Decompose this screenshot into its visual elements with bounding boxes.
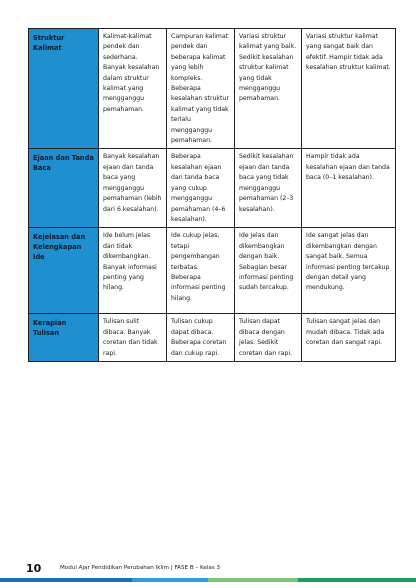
level-cell: Tulisan sangat jelas dan mudah dibaca. Tidak ada coretan dan sangat rapi. bbox=[302, 314, 396, 362]
level-cell: Tulisan cukup dapat dibaca. Beberapa coretan dan cukup rapi. bbox=[167, 314, 235, 362]
level-cell: Beberapa kesalahan ejaan dan tanda baca yang cukup mengganggu pemahaman (4–6 kesalahan). bbox=[167, 149, 235, 228]
assessment-rubric-table bbox=[28, 28, 396, 362]
level-cell: Banyak kesalahan ejaan dan tanda baca yang mengganggu pemahaman (lebih dari 6 kesalahan). bbox=[99, 149, 167, 228]
level-cell: Tulisan dapat dibaca dengan jelas. Sedikit coretan dan rapi. bbox=[235, 314, 302, 362]
footer-bar bbox=[208, 578, 298, 582]
criterion-cell: Kerapian Tulisan bbox=[29, 314, 99, 362]
criterion-cell: Ejaan dan Tanda Baca bbox=[29, 149, 99, 228]
footer-title: Modul Ajar Pendidikan Perubahan Iklim | FASE B – Kelas 3 bbox=[60, 565, 221, 571]
rubric-row bbox=[29, 29, 396, 149]
level-cell: Variasi struktur kalimat yang sangat baik dan efektif. Hampir tidak ada kesalahan struktur kalimat. bbox=[302, 29, 396, 149]
level-cell: Hampir tidak ada kesalahan ejaan dan tanda baca (0–1 kesalahan). bbox=[302, 149, 396, 228]
level-cell: Ide jelas dan dikembangkan dengan baik. Sebagian besar informasi penting sudah tercakup. bbox=[235, 228, 302, 314]
level-cell: Variasi struktur kalimat yang baik. Sedikit kesalahan struktur kalimat yang tidak mengganggu pemahaman. bbox=[235, 29, 302, 149]
level-cell: Campuran kalimat pendek dan beberapa kalimat yang lebih kompleks. Beberapa kesalahan struktur kalimat yang tidak terlalu mengganggu pemahaman. bbox=[167, 29, 235, 149]
level-cell: Ide cukup jelas, tetapi pengembangan terbatas. Beberapa informasi penting hilang. bbox=[167, 228, 235, 314]
rubric-row bbox=[29, 314, 396, 362]
level-cell: Kalimat-kalimat pendek dan sederhana. Banyak kesalahan dalam struktur kalimat yang mengganggu pemahaman. bbox=[99, 29, 167, 149]
rubric-row bbox=[29, 228, 396, 314]
level-cell: Sedikit kesalahan ejaan dan tanda baca yang tidak mengganggu pemahaman (2–3 kesalahan). bbox=[235, 149, 302, 228]
criterion-cell: Struktur Kalimat bbox=[29, 29, 99, 149]
footer-bar bbox=[0, 578, 132, 582]
criterion-cell: Kejelasan dan Kelengkapan Ide bbox=[29, 228, 99, 314]
footer-bar bbox=[132, 578, 208, 582]
level-cell: Tulisan sulit dibaca. Banyak coretan dan tidak rapi. bbox=[99, 314, 167, 362]
page-number: 10 bbox=[26, 562, 42, 575]
footer-color-bars bbox=[0, 578, 416, 582]
level-cell: Ide belum jelas dan tidak dikembangkan. Banyak informasi penting yang hilang. bbox=[99, 228, 167, 314]
page-footer bbox=[0, 560, 416, 588]
level-cell: Ide sangat jelas dan dikembangkan dengan sangat baik. Semua informasi penting tercakup dengan detail yang mendukung. bbox=[302, 228, 396, 314]
rubric-row bbox=[29, 149, 396, 228]
footer-bar bbox=[298, 578, 416, 582]
